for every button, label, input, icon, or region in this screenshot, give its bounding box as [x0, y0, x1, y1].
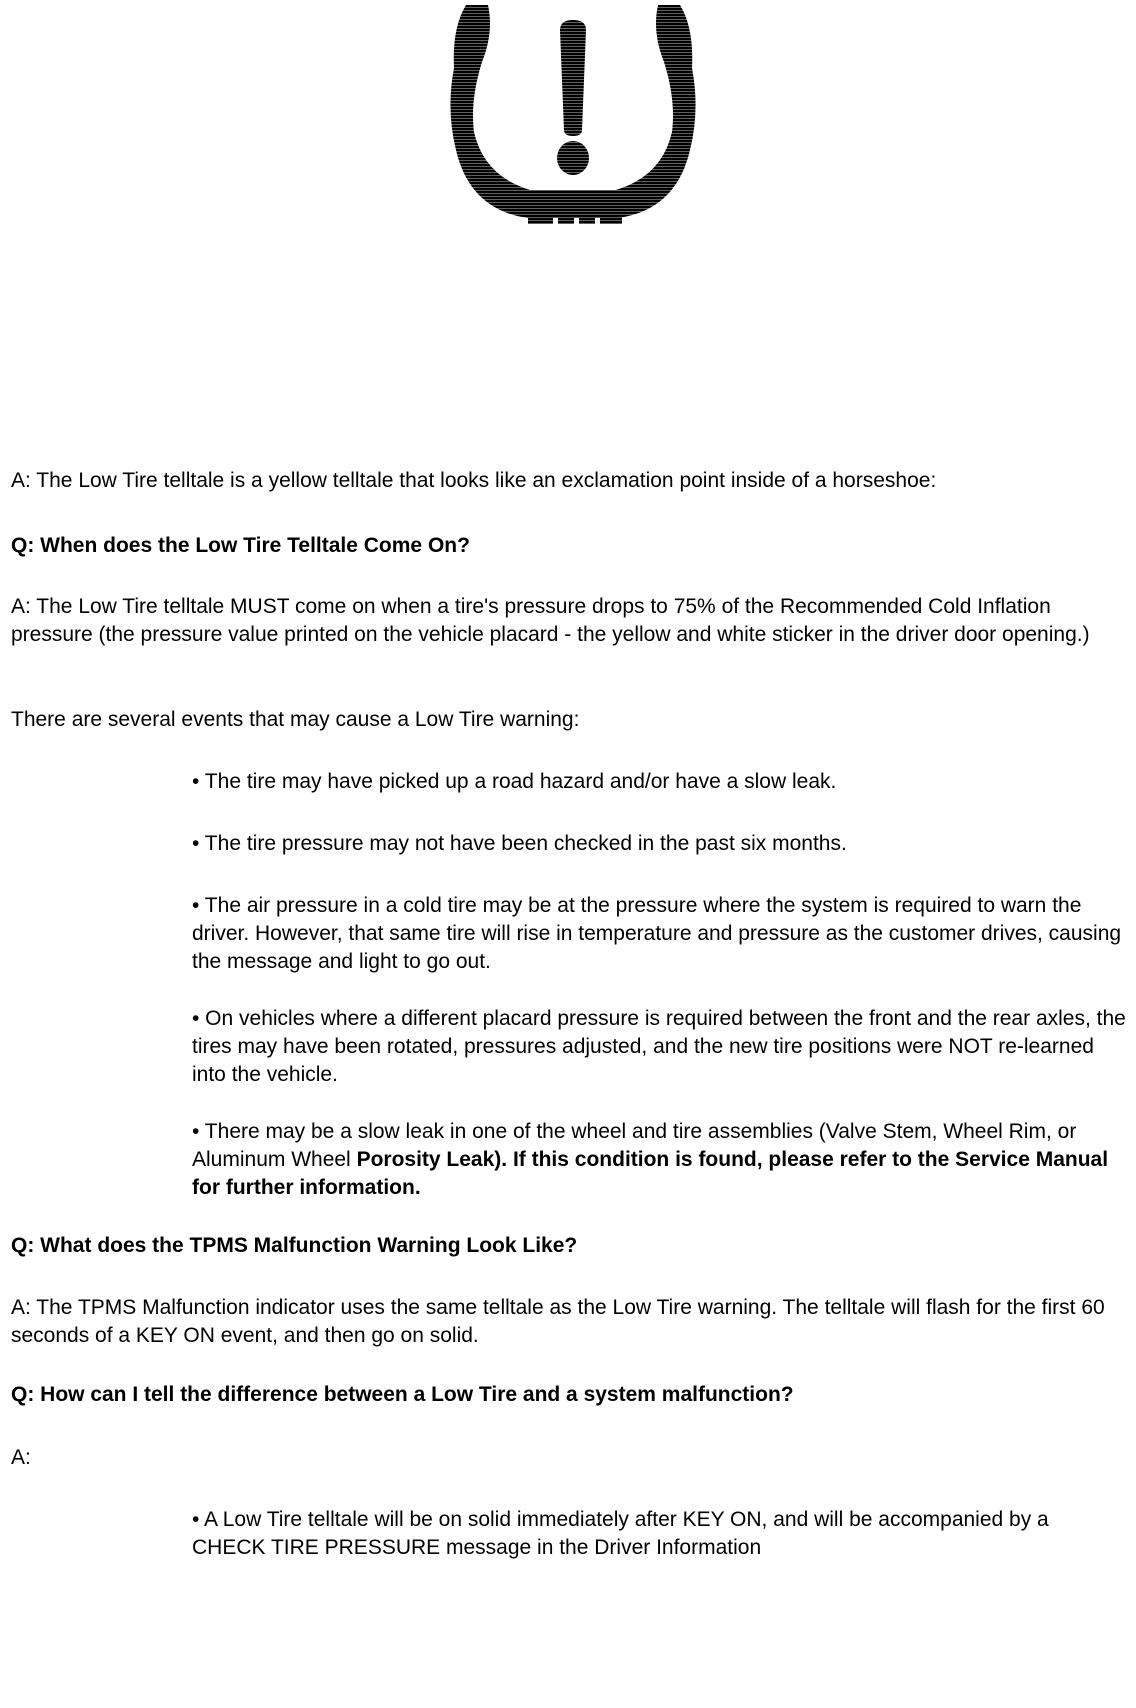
bullet-slow-leak-bold: Porosity Leak). If this condition is found, please refer to the Service Manual for further information. [192, 1148, 1109, 1199]
question-when: Q: When does the Low Tire Telltale Come On? [11, 534, 470, 557]
bullet-cold-tire: • The air pressure in a cold tire may be at the pressure where the system is required to warn the driver. However, that same tire will rise in temperature and pressure as the customer drives, causing the message and light to go out. [192, 894, 1122, 973]
bullet-road-hazard: • The tire may have picked up a road hazard and/or have a slow leak. [192, 770, 837, 793]
answer-difference: A: [11, 1446, 31, 1469]
question-difference: Q: How can I tell the difference between a Low Tire and a system malfunction? [11, 1383, 794, 1406]
answer-malfunction: A: The TPMS Malfunction indicator uses the same telltale as the Low Tire warning. The telltale will flash for the first 60 seconds of a KEY ON event, and then go on solid. [11, 1296, 1105, 1347]
question-malfunction: Q: What does the TPMS Malfunction Warning Look Like? [11, 1234, 578, 1257]
bullet-low-tire-solid: • A Low Tire telltale will be on solid immediately after KEY ON, and will be accompanied by a CHECK TIRE PRESSURE message in the Driver Information [192, 1508, 1049, 1559]
answer-when: A: The Low Tire telltale MUST come on when a tire's pressure drops to 75% of the Recommended Cold Inflation pressure (the pressure value printed on the vehicle placard - the yellow and white sticker in the driver door opening.) [11, 595, 1090, 646]
bullet-slow-leak [192, 1118, 1126, 1202]
bullet-slow-leak-text: • There may be a slow leak in one of the wheel and tire assemblies (Valve Stem, Wheel Rim, or Aluminum Wheel [192, 1120, 1077, 1171]
answer-intro: A: The Low Tire telltale is a yellow telltale that looks like an exclamation point inside of a horseshoe: [11, 469, 937, 492]
events-intro: There are several events that may cause a Low Tire warning: [11, 708, 580, 731]
bullet-not-checked: • The tire pressure may not have been checked in the past six months. [192, 832, 847, 855]
bullet-rotation: • On vehicles where a different placard pressure is required between the front and the rear axles, the tires may have been rotated, pressures adjusted, and the new tire positions were NOT re-learned into the vehicle. [192, 1007, 1126, 1086]
low-tire-pressure-icon [448, 0, 698, 248]
